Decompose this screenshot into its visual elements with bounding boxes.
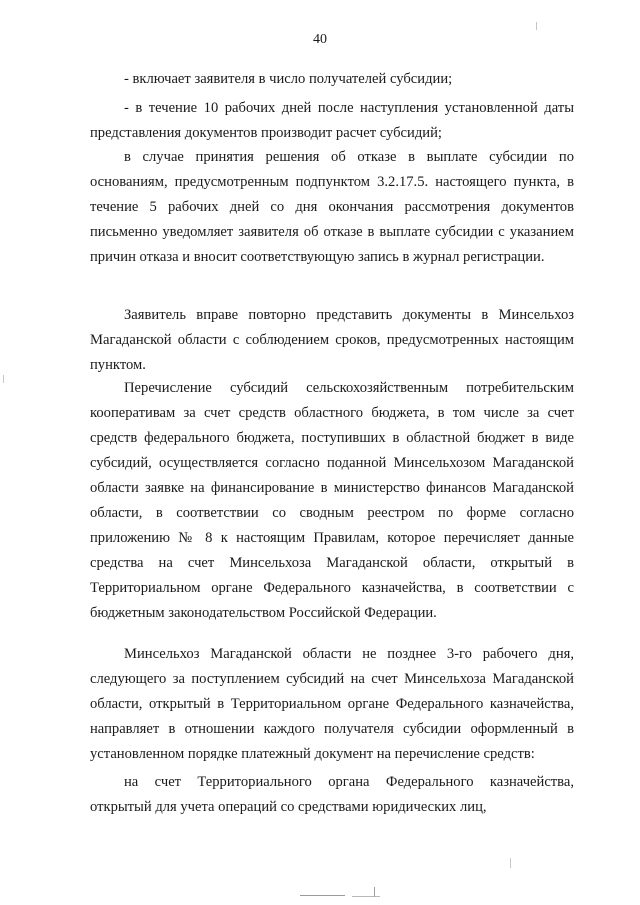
page-number: 40	[313, 32, 327, 47]
scan-artifact-line	[352, 896, 380, 897]
paragraph-payment-document: Минсельхоз Магаданской области не позднее 3-го рабочего дня, следующего за поступлением субсидий на счет Минсельхоза Магаданской области, открытый в Территориальном органе Федерального казначейства, направляет в отношении каждого получателя субсидии оформленный в установленном порядке платежный документ на перечисление средств:	[90, 646, 574, 762]
scan-artifact-tick	[510, 858, 511, 868]
paragraph-include-applicant: - включает заявителя в число получателей субсидии;	[124, 71, 453, 87]
scan-artifact-line	[300, 895, 345, 896]
scan-artifact-tick	[536, 22, 537, 30]
paragraph-calculation-deadline: - в течение 10 рабочих дней после наступления установленной даты представления документов производит расчет субсидий;	[90, 100, 574, 141]
scan-artifact-tick	[3, 375, 4, 383]
paragraph-subsidy-transfer: Перечисление субсидий сельскохозяйственным потребительским кооперативам за счет средств областного бюджета, в том числе за счет средств федерального бюджета, поступивших в областной бюджет в виде субсидий, осуществляется согласно поданной Минсельхозом Магаданской области заявке на финансирование в министерство финансов Магаданской области, в соответствии со сводным реестром по форме согласно приложению № 8 к настоящим Правилам, которое перечисляет данные средства на счет Минсельхоза Магаданской области, открытый в Территориальном органе Федерального казначейства, в соответствии с бюджетным законодательством Российской Федерации.	[90, 380, 574, 621]
paragraph-resubmission: Заявитель вправе повторно представить документы в Минсельхоз Магаданской области с соблюдением сроков, предусмотренных настоящим пунктом.	[90, 307, 574, 373]
scan-artifact-tick	[374, 887, 375, 897]
paragraph-treasury-account: на счет Территориального органа Федерального казначейства, открытый для учета операций со средствами юридических лиц,	[90, 774, 574, 815]
paragraph-refusal-notice: в случае принятия решения об отказе в выплате субсидии по основаниям, предусмотренным подпунктом 3.2.17.5. настоящего пункта, в течение 5 рабочих дней со дня окончания рассмотрения документов письменно уведомляет заявителя об отказе в выплате субсидии с указанием причин отказа и вносит соответствующую запись в журнал регистрации.	[90, 149, 574, 265]
